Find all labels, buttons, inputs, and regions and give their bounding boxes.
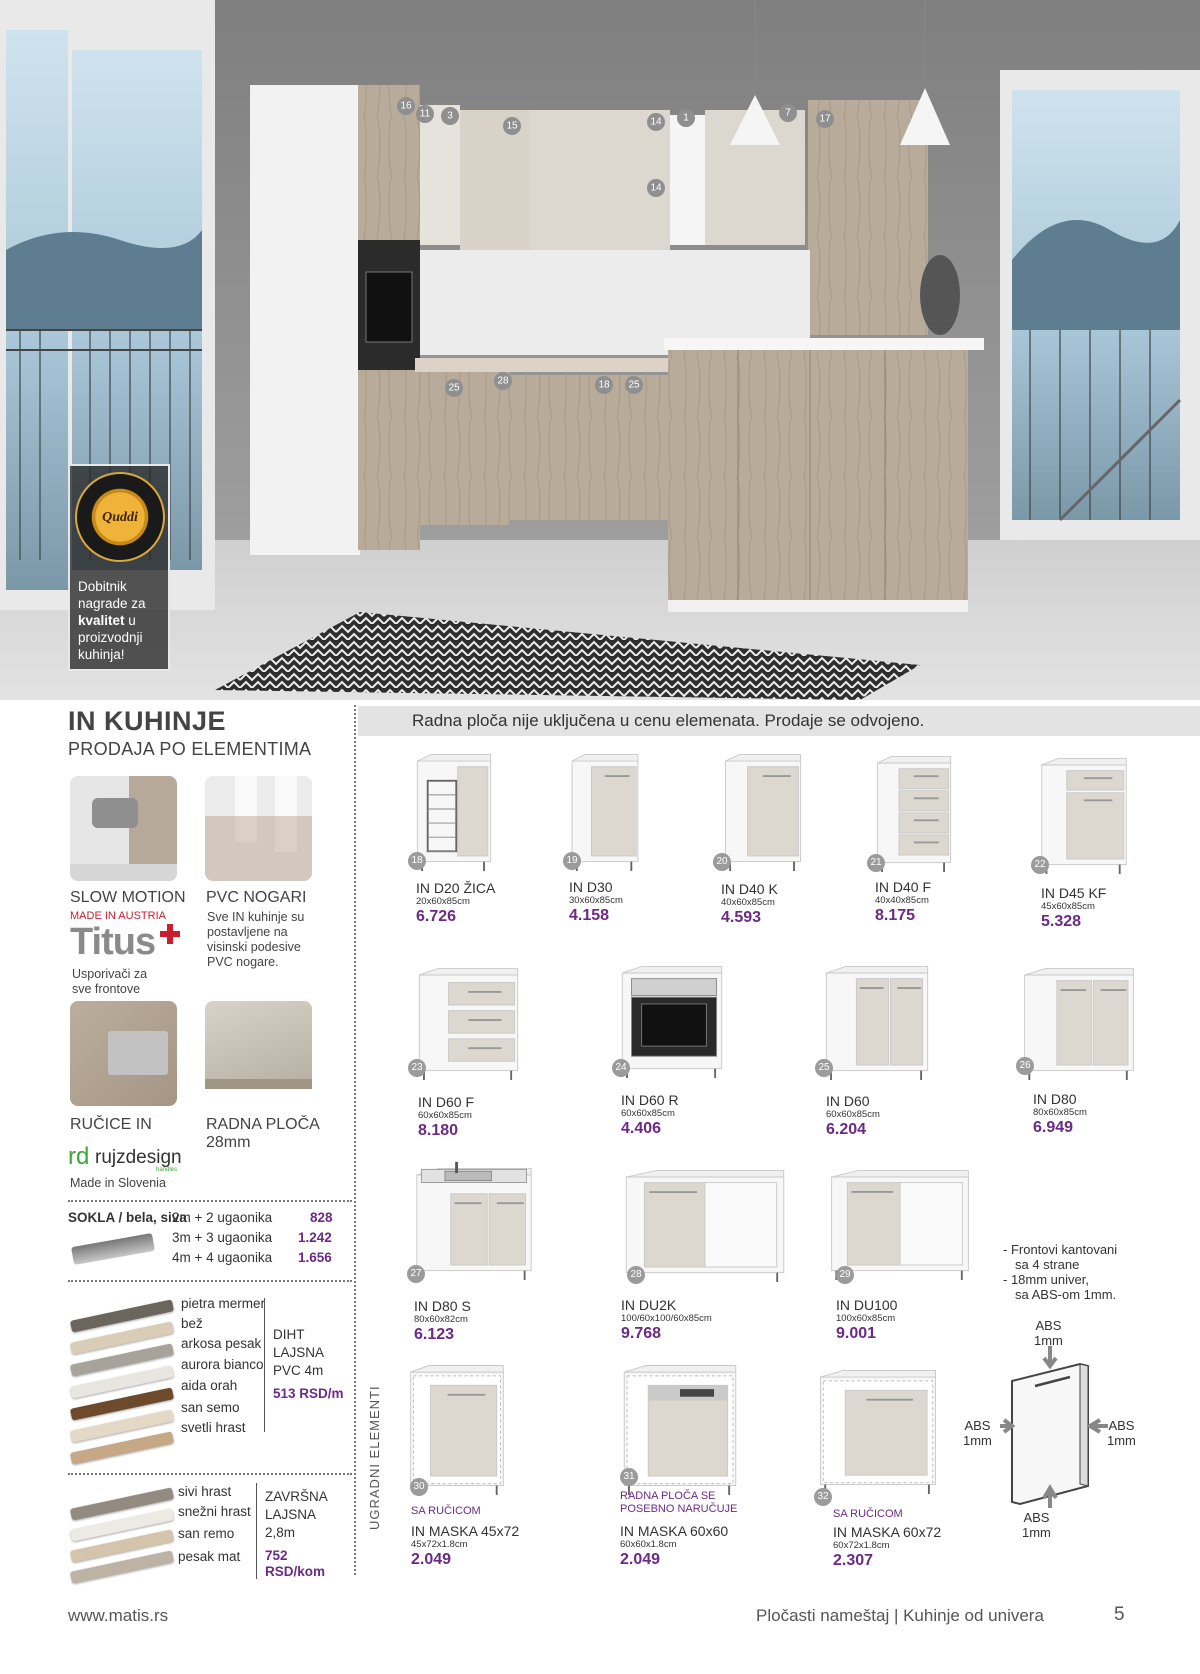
product-dimensions: 80x60x82cm <box>414 1314 468 1325</box>
sokla-price: 1.656 <box>298 1250 332 1265</box>
product-image <box>816 1362 940 1494</box>
diht-color-list <box>181 1296 265 1440</box>
rujzdesign-sub: handles <box>156 1167 178 1173</box>
product-name: IN D45 KF <box>1041 885 1107 901</box>
product-name: IN D60 <box>826 1093 870 1109</box>
product-image <box>1038 750 1130 874</box>
made-in-slovenia: Made in Slovenia <box>70 1176 166 1190</box>
product-number-badge: 30 <box>410 1478 428 1496</box>
hero-marker: 7 <box>785 107 791 119</box>
diht-color: pietra mermer <box>181 1296 266 1311</box>
diht-title: DIHT LAJSNA PVC 4m <box>273 1327 325 1378</box>
product-name: IN MASKA 60x72 <box>833 1524 942 1540</box>
product-image <box>826 1162 974 1280</box>
hero-marker: 28 <box>497 375 509 387</box>
sokla-option: 4m + 4 ugaonika <box>172 1250 273 1265</box>
product-name: IN D60 F <box>418 1094 475 1110</box>
product-number-badge: 18 <box>408 852 426 870</box>
ugradni-label: UGRADNI ELEMENTI <box>367 1385 382 1530</box>
product-number-badge: 25 <box>815 1059 833 1077</box>
award-text: Dobitnik nagrade za kvalitet u proizvodnji kuhinja! <box>78 579 146 662</box>
divider <box>68 1280 352 1282</box>
product-number-badge: 32 <box>814 1488 832 1506</box>
titus-logo: Titus <box>70 921 156 963</box>
product-image <box>620 1162 790 1282</box>
quality-medal-icon: Quddi <box>75 472 165 562</box>
product-name: IN D80 S <box>414 1298 471 1314</box>
award-badge <box>68 464 170 671</box>
product-image <box>822 958 932 1080</box>
column-divider <box>354 705 356 1575</box>
product-price: 6.123 <box>414 1326 455 1343</box>
pvc-text: Sve IN kuhinje su postavljene na visinski podesive PVC nogare. <box>207 910 305 969</box>
sokla-label: SOKLA / bela, siva <box>68 1210 187 1225</box>
zavrsna-color: san remo <box>178 1526 235 1541</box>
ugradni-label-wrap <box>367 1385 387 1530</box>
product-dimensions: 100x60x85cm <box>836 1313 896 1324</box>
diht-color: arkosa pesak <box>181 1336 262 1351</box>
product-name: IN D20 ŽICA <box>416 880 496 896</box>
product-name: IN MASKA 45x72 <box>411 1523 520 1539</box>
product-image <box>722 746 804 871</box>
hero-marker: 11 <box>419 108 431 120</box>
product-dimensions: 40x40x85cm <box>875 895 929 906</box>
product-dimensions: 80x60x85cm <box>1033 1107 1087 1118</box>
bracket-line <box>256 1483 257 1579</box>
hero-marker: 14 <box>650 182 662 194</box>
product-image <box>414 746 494 871</box>
hero-marker: 14 <box>650 116 662 128</box>
zavrsna-color-list <box>178 1484 251 1569</box>
product-price: 4.406 <box>621 1120 662 1137</box>
product-price: 2.307 <box>833 1552 874 1569</box>
rucice-title: RUČICE IN <box>70 1116 152 1133</box>
product-number-badge: 24 <box>612 1059 630 1077</box>
product-note: RADNA PLOČA SE POSEBNO NARUČUJE <box>620 1490 738 1515</box>
product-price: 2.049 <box>411 1551 452 1568</box>
page-subtitle: PRODAJA PO ELEMENTIMA <box>68 739 312 759</box>
zavrsna-title: ZAVRŠNA LAJSNA 2,8m <box>265 1489 328 1540</box>
sokla-option: 2m + 2 ugaonika <box>172 1210 273 1225</box>
product-price: 9.768 <box>621 1325 662 1342</box>
product-name: IN D40 K <box>721 881 778 897</box>
worktop-image <box>205 1001 312 1106</box>
product-number-badge: 27 <box>407 1265 425 1283</box>
rujzdesign-logo-prefix: rd <box>68 1143 90 1170</box>
sokla-image <box>71 1233 155 1265</box>
product-image <box>415 960 522 1080</box>
bracket-line <box>264 1298 265 1432</box>
hero-marker: 16 <box>400 100 412 112</box>
sokla-option: 3m + 3 ugaonika <box>172 1230 273 1245</box>
product-name: IN D60 R <box>621 1092 679 1108</box>
divider <box>68 1200 352 1202</box>
radna-text: 28mm <box>206 1134 251 1151</box>
product-price: 6.204 <box>826 1121 867 1138</box>
product-note: SA RUČICOM <box>411 1505 481 1517</box>
hero-marker: 25 <box>448 382 460 394</box>
product-number-badge: 21 <box>867 854 885 872</box>
titus-plus-icon <box>160 924 180 944</box>
hero-marker: 1 <box>683 112 689 124</box>
product-number-badge: 20 <box>713 853 731 871</box>
radna-title: RADNA PLOČA <box>206 1116 320 1133</box>
product-dimensions: 40x60x85cm <box>721 897 775 908</box>
notice-bar <box>358 706 1200 736</box>
notice-text: Radna ploča nije uključena u cenu elemenata. Prodaje se odvojeno. <box>412 711 925 730</box>
pvc-legs-image <box>205 776 312 881</box>
product-number-badge: 31 <box>620 1468 638 1486</box>
product-price: 8.175 <box>875 907 916 924</box>
slow-motion-hinge-image <box>70 776 177 881</box>
product-name: IN D80 <box>1033 1091 1077 1107</box>
slow-motion-title: SLOW MOTION <box>70 889 186 906</box>
abs-label-left: ABS 1mm <box>963 1418 992 1448</box>
hero-marker: 25 <box>628 379 640 391</box>
zavrsna-color: pesak mat <box>178 1549 241 1564</box>
diht-color: aida orah <box>181 1378 238 1393</box>
abs-label-top: ABS 1mm <box>1034 1318 1063 1348</box>
product-dimensions: 20x60x85cm <box>416 896 470 907</box>
product-image <box>1020 960 1138 1080</box>
product-number-badge: 28 <box>627 1266 645 1284</box>
diht-price: 513 RSD/m <box>273 1386 344 1401</box>
diht-color: svetli hrast <box>181 1420 246 1435</box>
product-image <box>407 1357 507 1495</box>
product-number-badge: 26 <box>1016 1057 1034 1075</box>
product-image <box>874 748 954 872</box>
hero-marker: 3 <box>447 110 453 122</box>
product-price: 5.328 <box>1041 913 1082 930</box>
sokla-price: 1.242 <box>298 1230 332 1245</box>
hero-marker: 15 <box>506 120 518 132</box>
product-name: IN D30 <box>569 879 613 895</box>
footer-url[interactable]: www.matis.rs <box>68 1606 169 1625</box>
product-price: 9.001 <box>836 1325 877 1342</box>
product-name: IN DU2K <box>621 1297 677 1313</box>
abs-label-bottom: ABS 1mm <box>1022 1510 1051 1540</box>
product-image <box>412 1160 536 1280</box>
abs-label-right: ABS 1mm <box>1107 1418 1136 1448</box>
fronts-note: - Frontovi kantovani sa 4 strane - 18mm univer, sa ABS-om 1mm. <box>1003 1242 1118 1302</box>
product-dimensions: 30x60x85cm <box>569 895 623 906</box>
product-dimensions: 60x72x1.8cm <box>833 1540 890 1551</box>
product-image <box>618 958 726 1078</box>
product-price: 4.158 <box>569 907 610 924</box>
zavrsna-color: sivi hrast <box>178 1484 232 1499</box>
diht-color: san semo <box>181 1400 240 1415</box>
product-dimensions: 60x60x1.8cm <box>620 1539 677 1550</box>
diht-color: bež <box>181 1316 203 1331</box>
product-number-badge: 29 <box>836 1266 854 1284</box>
product-price: 2.049 <box>620 1551 661 1568</box>
product-number-badge: 22 <box>1031 856 1049 874</box>
product-name: IN DU100 <box>836 1297 898 1313</box>
product-image <box>620 1357 740 1495</box>
product-price: 4.593 <box>721 909 762 926</box>
product-price: 6.726 <box>416 908 457 925</box>
product-dimensions: 60x60x85cm <box>418 1110 472 1121</box>
diht-swatches <box>70 1300 174 1470</box>
product-number-badge: 23 <box>408 1059 426 1077</box>
product-dimensions: 45x72x1.8cm <box>411 1539 468 1550</box>
zavrsna-price: 752 RSD/kom <box>265 1548 326 1579</box>
hero-kitchen-photo <box>0 0 1200 700</box>
divider <box>68 1473 352 1475</box>
footer-section: Pločasti nameštaj | Kuhinje od univera <box>756 1606 1044 1625</box>
product-price: 8.180 <box>418 1122 459 1139</box>
page-title: IN KUHINJE <box>68 706 227 736</box>
product-dimensions: 60x60x85cm <box>621 1108 675 1119</box>
slow-motion-text: Usporivači za sve frontove <box>72 967 148 996</box>
hero-marker: 17 <box>819 113 831 125</box>
product-image <box>569 746 641 871</box>
product-name: IN MASKA 60x60 <box>620 1523 729 1539</box>
zavrsna-color: snežni hrast <box>178 1504 251 1519</box>
pvc-title: PVC NOGARI <box>206 889 307 906</box>
product-dimensions: 45x60x85cm <box>1041 901 1095 912</box>
product-number-badge: 19 <box>563 852 581 870</box>
sokla-price: 828 <box>310 1210 333 1225</box>
abs-front-diagram <box>1000 1346 1110 1508</box>
product-name: IN D40 F <box>875 879 932 895</box>
product-dimensions: 100/60x100/60x85cm <box>621 1313 712 1324</box>
zavrsna-swatches <box>70 1488 174 1578</box>
product-note: SA RUČICOM <box>833 1508 903 1520</box>
diht-color: aurora bianco <box>181 1357 264 1372</box>
product-price: 6.949 <box>1033 1119 1074 1136</box>
page-number: 5 <box>1114 1604 1125 1625</box>
made-in-austria: MADE IN AUSTRIA <box>70 910 166 922</box>
rujzdesign-logo: rujzdesign <box>95 1147 182 1168</box>
hero-marker: 18 <box>598 379 610 391</box>
handle-image <box>70 1001 177 1106</box>
product-dimensions: 60x60x85cm <box>826 1109 880 1120</box>
